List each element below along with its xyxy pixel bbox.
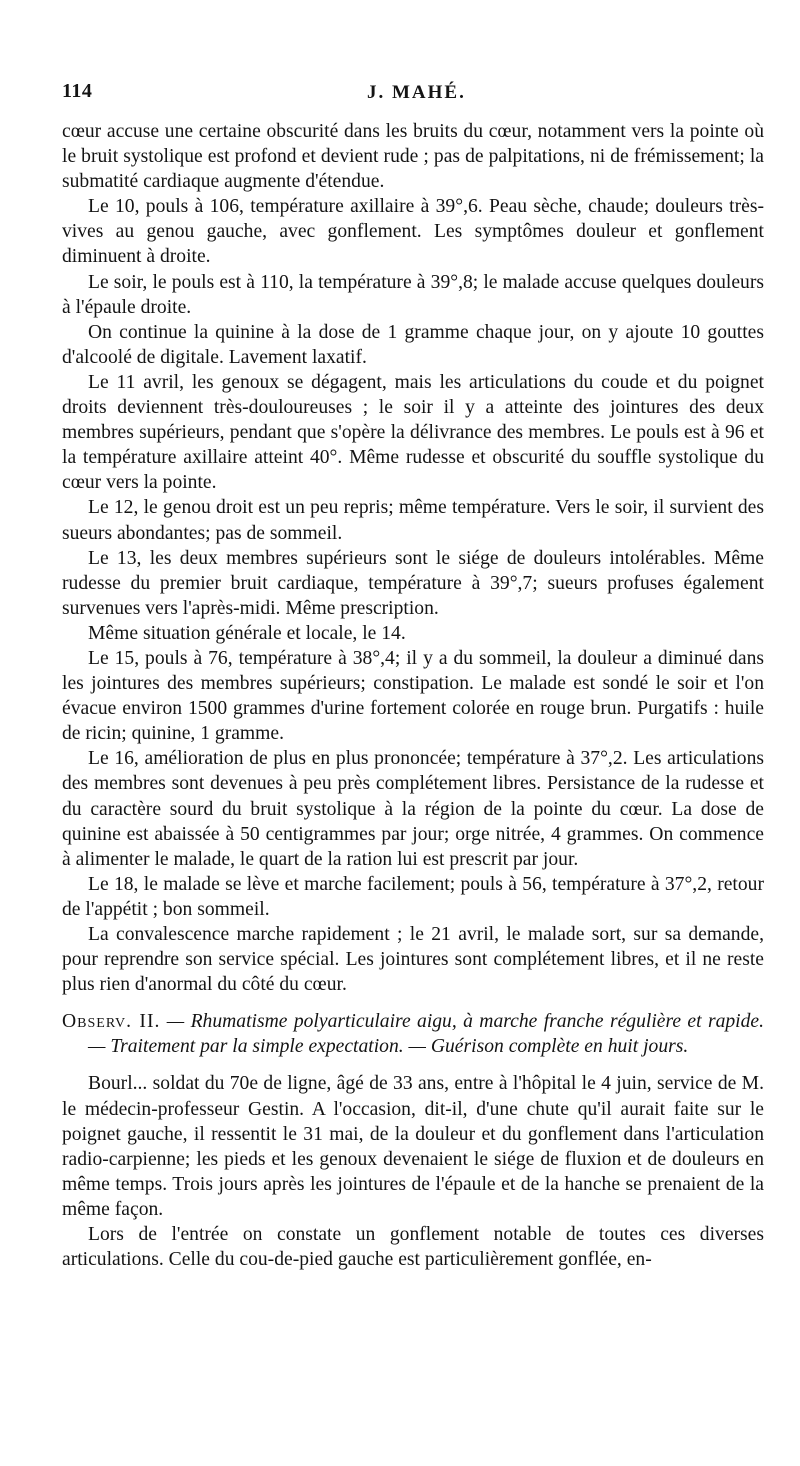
paragraph: On continue la quinine à la dose de 1 gramme chaque jour, on y ajoute 10 gouttes d'alcoolé de digitale. Lavement laxatif. — [62, 321, 764, 368]
paragraph: Le soir, le pouls est à 110, la température à 39°,8; le malade accuse quelques douleurs à l'épaule droite. — [62, 271, 764, 318]
paragraph: Lors de l'entrée on constate un gonflement notable de toutes ces diverses articulations. Celle du cou-de-pied gauche est particulièrement gonflée, en- — [62, 1224, 764, 1271]
paragraph: Bourl... soldat du 70e de ligne, âgé de 33 ans, entre à l'hôpital le 4 juin, service de M. le médecin-professeur Gestin. A l'occasion, dit-il, d'une chute qu'il aurait faite sur le poignet gauche, il ressentit le 31 mai, de la douleur et du gonflement dans l'articulation radio-carpienne; les pieds et les genoux devenaient le siége de fluxion et de douleurs en même temps. Trois jours après les jointures de l'épaule et de la hanche se prenaient de la même façon. — [62, 1073, 764, 1220]
paragraph: Le 11 avril, les genoux se dégagent, mais les articulations du coude et du poignet droits deviennent très-douloureuses ; le soir il y a atteinte des jointures des deux membres supérieurs, pendant que s'opère la délivrance des membres. Le pouls est à 96 et la température axillaire atteint 40°. Même rudesse et obscurité du souffle systolique du cœur vers la pointe. — [62, 371, 764, 494]
body-text — [62, 119, 764, 1272]
paragraph: Le 10, pouls à 106, température axillaire à 39°,6. Peau sèche, chaude; douleurs très-vives au genou gauche, avec gonflement. Les symptômes douleur et gonflement diminuent à droite. — [62, 196, 764, 268]
paragraph: Le 16, amélioration de plus en plus prononcée; température à 37°,2. Les articulations des membres sont devenues à peu près complétement libres. Persistance de la rudesse et du caractère sourd du bruit systolique à la région de la pointe du cœur. La dose de quinine est abaissée à 50 centigrammes par jour; orge nitrée, 4 grammes. On commence à alimenter le malade, le quart de la ration lui est prescrit par jour. — [62, 748, 764, 870]
running-head: J. MAHÉ. — [367, 82, 466, 103]
observation-title: — Rhumatisme polyarticulaire aigu, à marche franche régulière et rapide. — Traitement par la simple expectation. — Guérison complète en huit jours. — [88, 1011, 765, 1058]
paragraph: cœur accuse une certaine obscurité dans les bruits du cœur, notamment vers la pointe où le bruit systolique est profond et devient rude ; pas de palpitations, ni de frémissement; la submatité cardiaque augmente d'étendue. — [62, 121, 764, 193]
page-header — [62, 80, 764, 110]
paragraph: La convalescence marche rapidement ; le 21 avril, le malade sort, sur sa demande, pour reprendre son service spécial. Les jointures sont complétement libres, et il ne reste plus rien d'anormal du côté du cœur. — [62, 924, 764, 996]
page-number: 114 — [62, 80, 93, 102]
observation-heading — [62, 1009, 764, 1059]
observation-label: Observ. II. — [62, 1011, 161, 1033]
paragraph: Le 13, les deux membres supérieurs sont le siége de douleurs intolérables. Même rudesse du premier bruit cardiaque, température à 39°,7; sueurs profuses également survenues vers l'après-midi. Même prescription. — [62, 547, 764, 619]
paragraph: Même situation générale et locale, le 14. — [88, 622, 406, 644]
paragraph: Le 18, le malade se lève et marche facilement; pouls à 56, température à 37°,2, retour de l'appétit ; bon sommeil. — [62, 873, 764, 920]
paragraph: Le 12, le genou droit est un peu repris; même température. Vers le soir, il survient des sueurs abondantes; pas de sommeil. — [62, 497, 764, 544]
paragraph: Le 15, pouls à 76, température à 38°,4; il y a du sommeil, la douleur a diminué dans les jointures des membres supérieurs; constipation. Le malade est sondé le soir et l'on évacue environ 1500 grammes d'urine fortement colorée en rouge brun. Purgatifs : huile de ricin; quinine, 1 gramme. — [62, 647, 764, 745]
